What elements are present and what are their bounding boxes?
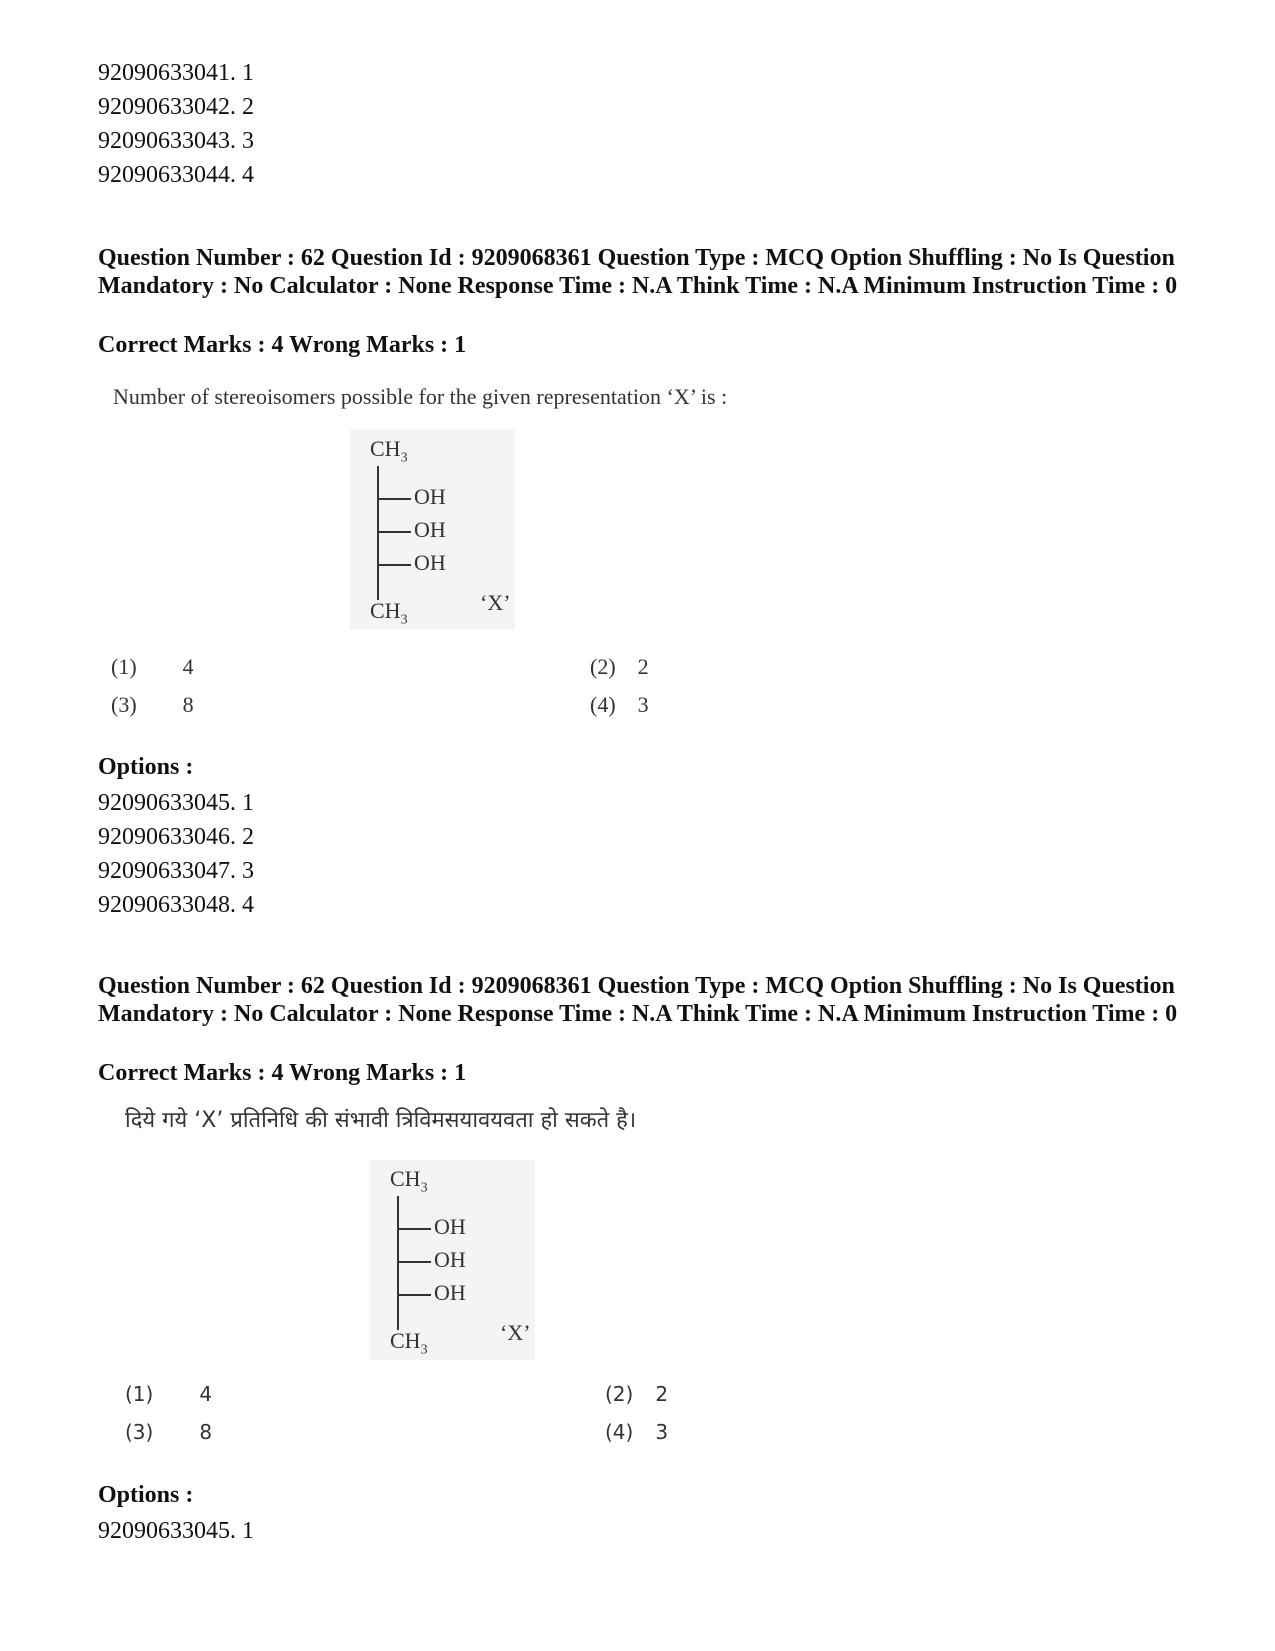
ch3-top-label: $CH_3$ [390,1166,428,1196]
oh-group-label: OH [434,1247,466,1272]
answer-choice: (3) 8 [111,692,194,717]
oh-group-label: OH [414,550,446,575]
answer-choice: (2) 2 [605,1382,669,1406]
oh-group-label: OH [434,1280,466,1305]
ch3-top-label: $CH_3$ [370,436,408,466]
bond-line [377,531,411,533]
answer-choice: (1) 4 [111,654,194,679]
answer-choice: (3) 8 [125,1420,213,1444]
bond-line [397,1261,431,1263]
question-text: दिये गये ‘X’ प्रतिनिधि की संभावी त्रिविमसयावयवता हो सकते है। [125,1108,637,1133]
oh-group-label: OH [434,1214,466,1239]
x-label: ‘X’ [500,1320,531,1345]
carbon-chain-line [397,1196,399,1330]
answer-choice: (4) 3 [605,1420,669,1444]
question-text: Number of stereoisomers possible for the given representation ‘X’ is : [113,384,728,409]
bond-line [397,1228,431,1230]
options-title: Options : [98,1482,194,1508]
option-line: 92090633041. 1 [98,60,254,86]
carbon-chain-line [377,466,379,600]
option-line: 92090633048. 4 [98,892,254,918]
structure-figure [350,430,515,630]
option-line: 92090633043. 3 [98,128,254,154]
question-meta: Question Number : 62 Question Id : 9209068361 Question Type : MCQ Option Shuffling : No Is Question Mandatory : No Calculator : None Response Time : N.A Think Time : N.A Minimum Instruction Time : 0 [98,245,1178,299]
structure-figure [370,1160,535,1360]
marks-line: Correct Marks : 4 Wrong Marks : 1 [98,332,467,358]
options-title: Options : [98,754,194,780]
option-line: 92090633047. 3 [98,858,254,884]
ch3-bottom-label: $CH_3$ [370,598,408,628]
option-line: 92090633045. 1 [98,790,254,816]
question-meta: Question Number : 62 Question Id : 9209068361 Question Type : MCQ Option Shuffling : No Is Question Mandatory : No Calculator : None Response Time : N.A Think Time : N.A Minimum Instruction Time : 0 [98,973,1178,1027]
option-line: 92090633046. 2 [98,824,254,850]
bond-line [377,564,411,566]
option-line: 92090633044. 4 [98,162,254,188]
answer-choice: (4) 3 [590,692,649,717]
bond-line [397,1294,431,1296]
x-label: ‘X’ [480,590,511,615]
marks-line: Correct Marks : 4 Wrong Marks : 1 [98,1060,467,1086]
oh-group-label: OH [414,517,446,542]
option-line: 92090633045. 1 [98,1518,254,1544]
ch3-bottom-label: $CH_3$ [390,1328,428,1358]
option-line: 92090633042. 2 [98,94,254,120]
oh-group-label: OH [414,484,446,509]
answer-choice: (1) 4 [125,1382,213,1406]
answer-choice: (2) 2 [590,654,649,679]
bond-line [377,498,411,500]
